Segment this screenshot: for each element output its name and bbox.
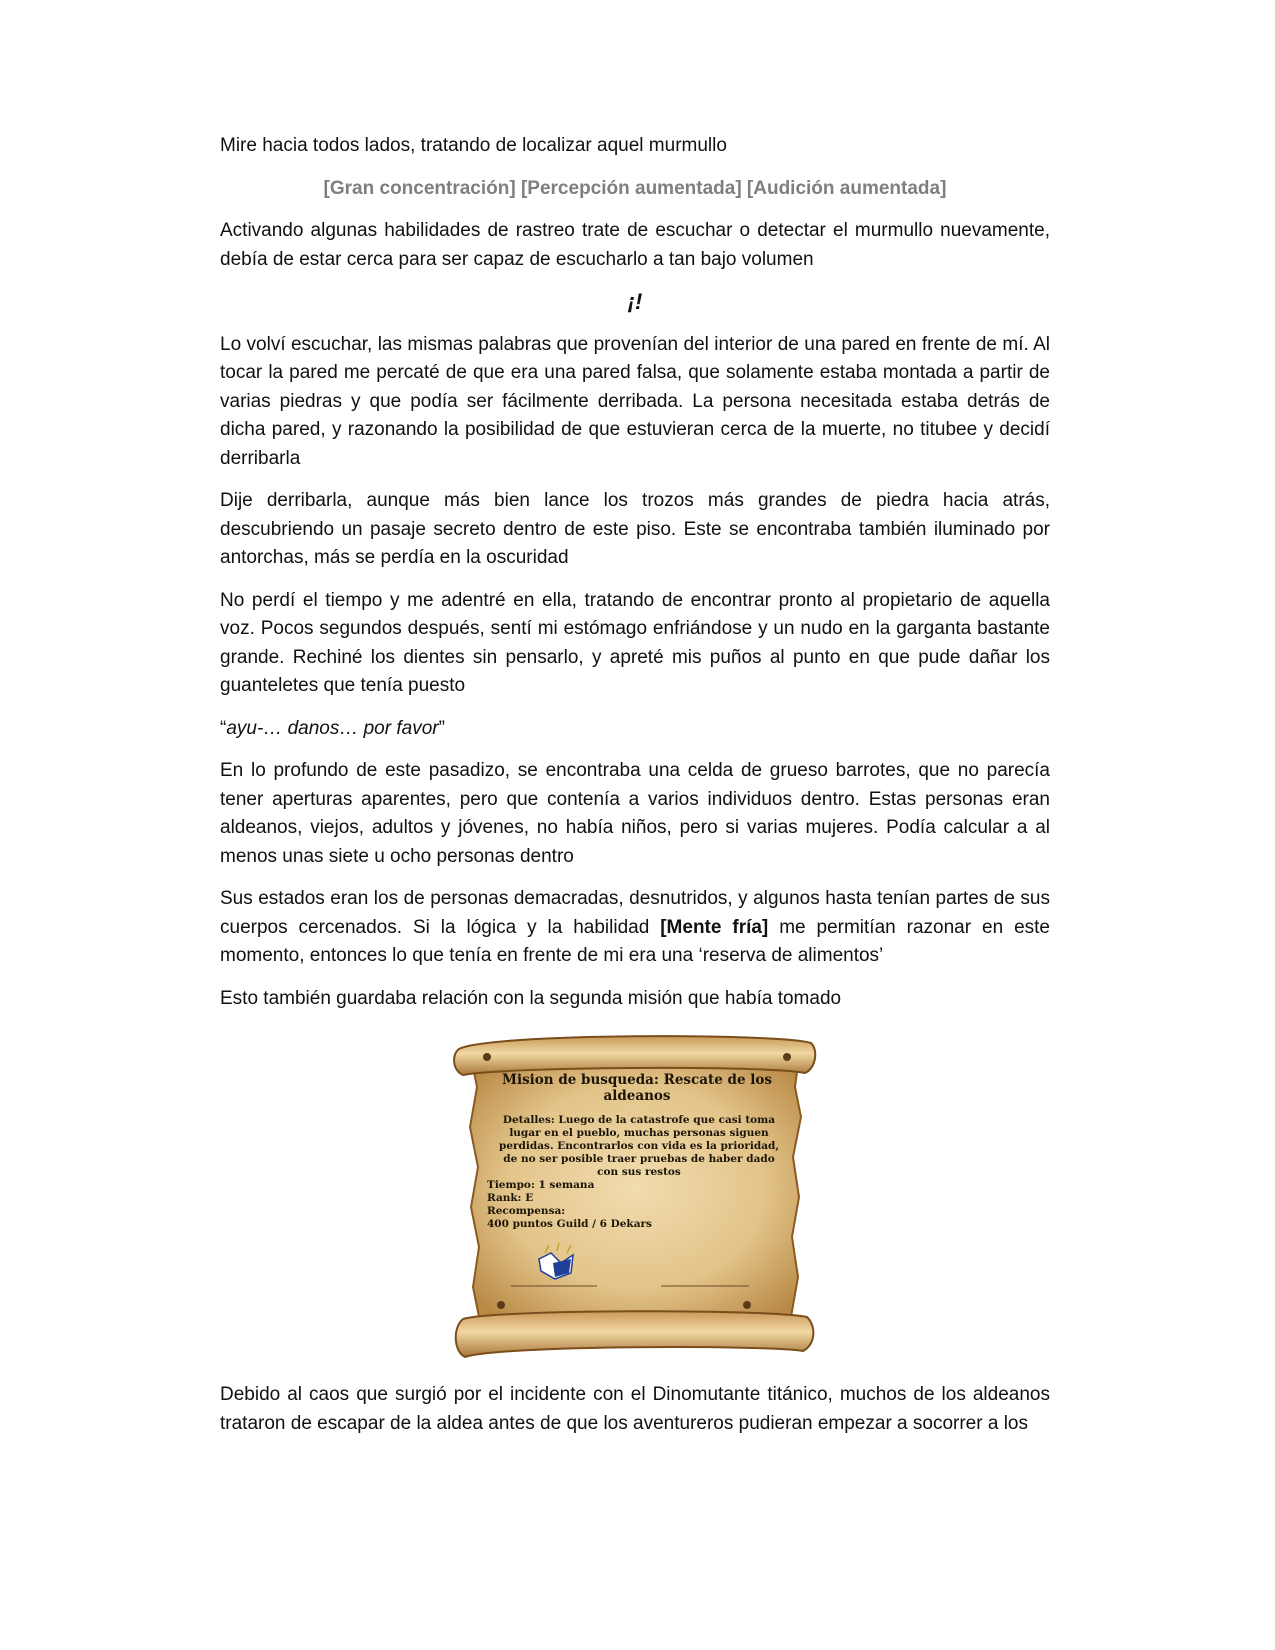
condition-text-b: me permitían razonar en este momento, entonces lo que tenía en frente de mi era una ‘reserva de alimentos’ xyxy=(220,916,1050,966)
skill-cold-mind: [Mente fría] xyxy=(660,916,769,938)
quote-line xyxy=(220,715,1050,744)
quote-text: ayu-… danos… por favor xyxy=(226,717,439,739)
paragraph-secret-passage: Dije derribarla, aunque más bien lance los trozos más grandes de piedra hacia atrás, descubriendo un pasaje secreto dentro de este piso. Este se encontraba también iluminado por antorchas, más se perdía en la oscuridad xyxy=(220,490,1050,568)
paragraph-chaos: Debido al caos que surgió por el incidente con el Dinomutante titánico, muchos de los aldeanos trataron de escapar de la aldea antes de que los aventureros pudieran empezar a socorrer a los xyxy=(220,1384,1050,1434)
paragraph-second-mission: Esto también guardaba relación con la segunda misión que había tomado xyxy=(220,987,842,1009)
mission-rank: Rank: E xyxy=(487,1192,534,1204)
mission-title: Mision de busqueda: Rescate de los aldeanos xyxy=(502,1072,772,1104)
document-page xyxy=(220,132,1050,1452)
paragraph-tracking: Activando algunas habilidades de rastreo trate de escuchar o detectar el murmullo nuevamente, debía de estar cerca para ser capaz de escucharlo a tan bajo volumen xyxy=(220,220,1050,270)
mission-reward: 400 puntos Guild / 6 Dekars xyxy=(487,1218,652,1230)
quest-scroll xyxy=(449,1027,821,1367)
mission-reward-label: Recompensa: xyxy=(487,1205,566,1217)
quote-close: ” xyxy=(438,717,445,739)
mission-time: Tiempo: 1 semana xyxy=(487,1179,595,1191)
paragraph-cell: En lo profundo de este pasadizo, se encontraba una celda de grueso barrotes, que no parecía tener aperturas aparentes, pero que contenía a varios individuos dentro. Estas personas eran aldeanos, viejos, adultos y jóvenes, no había niños, pero si varias mujeres. Podía calcular a al menos unas siete u ocho personas dentro xyxy=(220,760,1050,867)
paragraph-false-wall: Lo volví escuchar, las mismas palabras que provenían del interior de una pared en frente de mí. Al tocar la pared me percaté de que era una pared falsa, que solamente estaba montada a partir de varias piedras y que podía ser fácilmente derribada. La persona necesitada estaba detrás de dicha pared, y razonando la posibilidad de que estuvieran cerca de la muerte, no titubee y decidí derribarla xyxy=(220,333,1050,469)
paragraph-entering: No perdí el tiempo y me adentré en ella, tratando de encontrar pronto al propietario de aquella voz. Pocos segundos después, sentí mi estómago enfriándose y un nudo en la garganta bastante grande. Rechiné los dientes sin pensarlo, y apreté mis puños al punto en que pude dañar los guanteletes que tenía puesto xyxy=(220,589,1050,696)
condition-text-a: Sus estados eran los de personas demacradas, desnutridos, y algunos hasta tenían partes de sus cuerpos cercenados. Si la lógica y la habilidad xyxy=(220,888,1050,938)
paragraph-murmur: Mire hacia todos lados, tratando de localizar aquel murmullo xyxy=(220,135,727,156)
quote-open: “ xyxy=(220,717,227,739)
exclamation: ¡! xyxy=(627,289,643,314)
pin-top-left xyxy=(483,1053,491,1061)
skills-line: [Gran concentración] [Percepción aumentada] [Audición aumentada] xyxy=(323,177,947,199)
scroll-text xyxy=(485,1073,785,1231)
pin-bottom-left xyxy=(497,1301,505,1309)
pin-bottom-right xyxy=(743,1301,751,1309)
mission-details: Detalles: Luego de la catastrofe que casi toma lugar en el pueblo, muchas personas siguen perdidas. Encontrarlos con vida es la prioridad, de no ser posible traer pruebas de haber dado con sus restos xyxy=(499,1114,779,1178)
paragraph-condition xyxy=(220,885,1050,971)
scroll-bottom-roll xyxy=(456,1311,814,1357)
pin-top-right xyxy=(783,1053,791,1061)
